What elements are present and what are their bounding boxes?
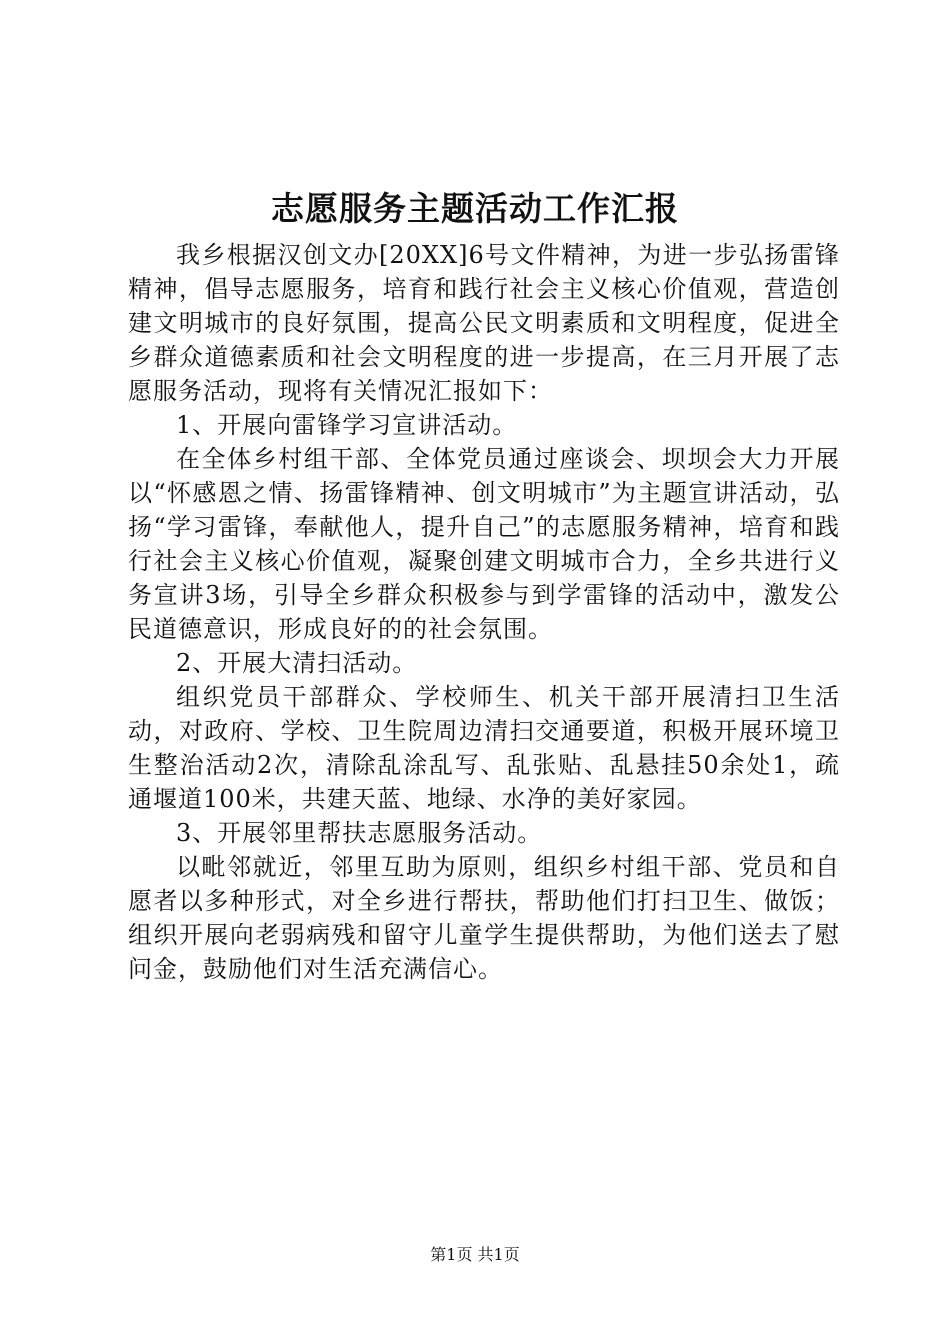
page-footer: 第1页 共1页 (430, 1245, 520, 1264)
intro-paragraph: 我乡根据汉创文办[20XX]6号文件精神，为进一步弘扬雷锋精神，倡导志愿服务，培育和践行社会主义核心价值观，营造创建文明城市的良好氛围，提高公民文明素质和文明程度，促进全乡群众道德素质和社会文明程度的进一步提高，在三月开展了志愿服务活动，现将有关情况汇报如下： (128, 241, 840, 405)
section-heading-1: 1、开展向雷锋学习宣讲活动。 (176, 411, 518, 439)
section-paragraph-2: 组织党员干部群众、学校师生、机关干部开展清扫卫生活动，对政府、学校、卫生院周边清扫交通要道，积极开展环境卫生整治活动2次，清除乱涂乱写、乱张贴、乱悬挂50余处1，疏通堰道100米，共建天蓝、地绿、水净的美好家园。 (128, 683, 840, 813)
document-body (128, 238, 840, 986)
document-title: 志愿服务主题活动工作汇报 (271, 189, 679, 228)
section-paragraph-1: 在全体乡村组干部、全体党员通过座谈会、坝坝会大力开展以“怀感恩之情、扬雷锋精神、创文明城市”为主题宣讲活动，弘扬“学习雷锋，奉献他人，提升自己”的志愿服务精神，培育和践行社会主义核心价值观，凝聚创建文明城市合力，全乡共进行义务宣讲3场，引导全乡群众积极参与到学雷锋的活动中，激发公民道德意识，形成良好的的社会氛围。 (128, 445, 840, 643)
section-heading-2: 2、开展大清扫活动。 (176, 649, 418, 677)
section-heading-3: 3、开展邻里帮扶志愿服务活动。 (176, 819, 543, 847)
section-paragraph-3: 以毗邻就近，邻里互助为原则，组织乡村组干部、党员和自愿者以多种形式，对全乡进行帮扶，帮助他们打扫卫生、做饭；组织开展向老弱病残和留守儿童学生提供帮助，为他们送去了慰问金，鼓励他们对生活充满信心。 (128, 853, 840, 983)
